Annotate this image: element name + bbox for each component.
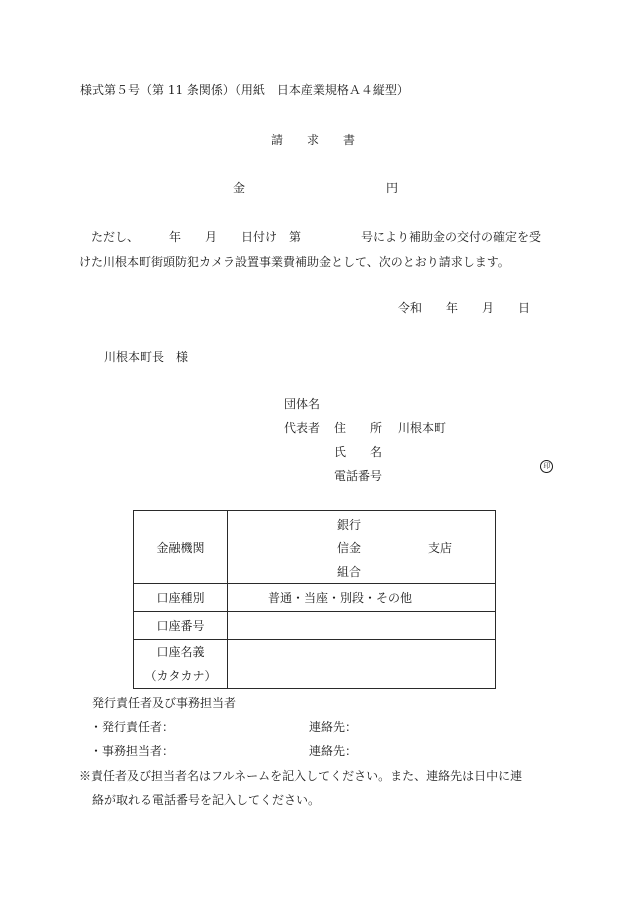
bank-option-bank: 銀行 xyxy=(337,518,362,532)
account-number-row xyxy=(134,612,496,640)
issuer-label: ・発行責任者： xyxy=(90,720,175,734)
addressee: 川根本町長 様 xyxy=(104,350,189,364)
form-header: 様式第５号（第 11 条関係）（用紙 日本産業規格Ａ４縦型） xyxy=(80,83,409,97)
bank-account-table xyxy=(133,510,496,689)
account-name-kana-label: （カタカナ） xyxy=(144,669,217,683)
group-name-label: 団体名 xyxy=(284,397,321,411)
representative-label: 代表者 xyxy=(284,421,321,435)
address-label: 住 所 xyxy=(334,421,383,435)
account-name-value xyxy=(228,640,496,689)
amount-prefix: 金 xyxy=(233,181,246,195)
account-type-label: 口座種別 xyxy=(134,584,228,612)
institution-cell xyxy=(228,511,496,584)
seal-mark xyxy=(525,446,553,485)
bank-option-kumiai: 組合 xyxy=(337,565,362,579)
seal-icon: 印 xyxy=(540,460,553,473)
amount-suffix: 円 xyxy=(386,181,399,195)
note-line-2: 絡が取れる電話番号を記入してください。 xyxy=(92,793,321,807)
clerk-contact-label: 連絡先： xyxy=(309,744,358,758)
body-line-2: けた川根本町街頭防犯カメラ設置事業費補助金として、次のとおり請求します。 xyxy=(79,255,510,269)
issuer-contact-label: 連絡先： xyxy=(309,720,358,734)
document-title: 請 求 書 xyxy=(271,133,356,147)
address-value: 川根本町 xyxy=(398,421,447,435)
institution-label: 金融機関 xyxy=(134,511,228,584)
account-number-value xyxy=(228,612,496,640)
bank-option-shinkin: 信金 xyxy=(337,541,362,555)
name-label: 氏 名 xyxy=(334,445,383,459)
date-line: 令和 年 月 日 xyxy=(398,301,531,315)
bank-institution-row xyxy=(134,511,496,584)
account-type-options: 普通・当座・別段・その他 xyxy=(228,584,496,612)
account-number-label: 口座番号 xyxy=(134,612,228,640)
contacts-heading: 発行責任者及び事務担当者 xyxy=(92,696,237,710)
account-name-row xyxy=(134,640,496,689)
account-name-label-cell xyxy=(134,640,228,689)
branch-label: 支店 xyxy=(428,541,453,555)
phone-label: 電話番号 xyxy=(334,469,383,483)
body-line-1: ただし、 年 月 日付け 第 号により補助金の交付の確定を受 xyxy=(91,230,542,244)
account-name-label: 口座名義 xyxy=(156,645,205,659)
clerk-label: ・事務担当者： xyxy=(90,744,175,758)
note-line-1: ※責任者及び担当者名はフルネームを記入してください。また、連絡先は日中に連 xyxy=(79,769,523,783)
account-type-row xyxy=(134,584,496,612)
